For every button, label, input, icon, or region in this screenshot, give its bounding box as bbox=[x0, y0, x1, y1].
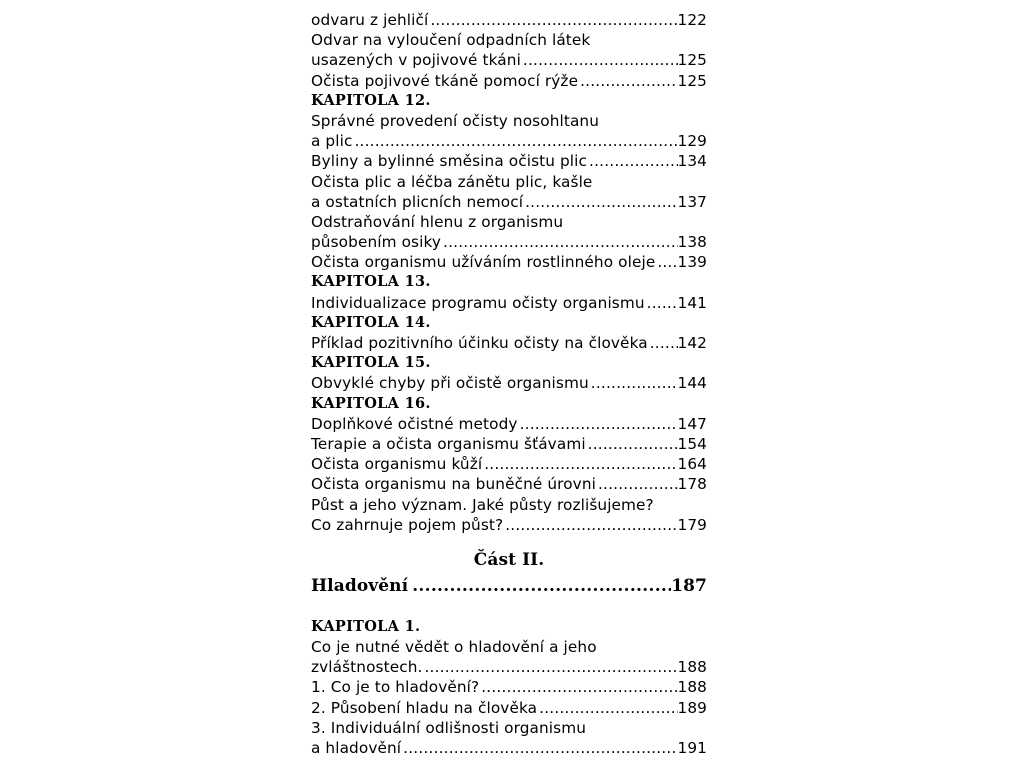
toc-entry-title: usazených v pojivové tkáni bbox=[311, 51, 521, 70]
toc-entry-title: Individualizace programu očisty organismu bbox=[311, 293, 645, 312]
dot-leader bbox=[441, 232, 677, 252]
toc-entry bbox=[311, 333, 707, 353]
toc-entry-page: 129 bbox=[677, 132, 707, 151]
toc-entry-title: 2. Působení hladu na člověka bbox=[311, 698, 538, 717]
toc-entry-page: 134 bbox=[677, 152, 707, 171]
toc-entry bbox=[311, 454, 707, 474]
dot-leader bbox=[479, 677, 677, 697]
dot-leader bbox=[587, 151, 677, 171]
toc-entry bbox=[311, 515, 707, 535]
toc-entry bbox=[311, 232, 707, 252]
dot-leader bbox=[422, 657, 677, 677]
toc-entry-title: působením osiky bbox=[311, 233, 442, 252]
toc-entry-page: 189 bbox=[677, 698, 707, 717]
dot-leader bbox=[408, 573, 671, 599]
part-entry bbox=[311, 573, 707, 599]
dot-leader bbox=[655, 252, 677, 272]
toc-entry-title: Co je nutné vědět o hladovění a jeho bbox=[311, 638, 597, 657]
dot-leader bbox=[596, 474, 678, 494]
toc-entry-title: zvláštnostech. bbox=[311, 658, 423, 677]
toc-entry bbox=[311, 698, 707, 718]
toc-entry-page: 142 bbox=[677, 334, 707, 352]
toc-entry-page: 178 bbox=[677, 475, 707, 494]
chapter-heading: KAPITOLA 15. bbox=[311, 354, 431, 372]
chapter-heading: KAPITOLA 1. bbox=[311, 617, 421, 635]
toc-entry bbox=[311, 192, 707, 212]
chapter-heading: KAPITOLA 16. bbox=[311, 394, 431, 412]
toc-entry-title: Očista organismu na buněčné úrovni bbox=[311, 475, 596, 494]
toc-entry-page: 147 bbox=[677, 414, 707, 433]
toc-entry bbox=[311, 738, 707, 758]
table-of-contents bbox=[311, 10, 707, 758]
toc-entry bbox=[311, 252, 707, 272]
toc-entry-page: 125 bbox=[677, 71, 707, 90]
toc-entry-page: 122 bbox=[677, 11, 707, 29]
toc-entry-page: 139 bbox=[677, 253, 707, 272]
dot-leader bbox=[586, 434, 678, 454]
toc-entry-title: Očista organismu kůží bbox=[311, 455, 483, 474]
toc-entry bbox=[311, 474, 707, 494]
toc-entry-title: a hladovění bbox=[311, 739, 402, 757]
dot-leader bbox=[578, 71, 677, 91]
toc-entry bbox=[311, 414, 707, 434]
dot-leader bbox=[589, 373, 678, 393]
dot-leader bbox=[401, 738, 677, 758]
toc-entry-page: 137 bbox=[677, 192, 707, 211]
spacer bbox=[311, 535, 707, 547]
toc-entry-title: Očista plic a léčba zánětu plic, kašle bbox=[311, 172, 593, 191]
toc-entry-page: 144 bbox=[677, 374, 707, 393]
dot-leader bbox=[428, 10, 677, 30]
toc-entry bbox=[311, 677, 707, 697]
toc-entry-title: Očista pojivové tkáně pomocí rýže bbox=[311, 71, 579, 90]
toc-entry bbox=[311, 434, 707, 454]
toc-entry-title: Co zahrnuje pojem půst? bbox=[311, 515, 504, 534]
dot-leader bbox=[518, 414, 678, 434]
toc-entry bbox=[311, 373, 707, 393]
toc-entry bbox=[311, 657, 707, 677]
toc-entry-title: Očista organismu užíváním rostlinného oleje bbox=[311, 253, 656, 272]
toc-entry-title: Doplňkové očistné metody bbox=[311, 414, 518, 433]
toc-entry-page: 191 bbox=[677, 739, 707, 757]
toc-entry-page: 141 bbox=[677, 293, 707, 312]
part-entry-title: Hladovění bbox=[311, 575, 409, 596]
spacer bbox=[311, 599, 707, 617]
toc-entry bbox=[311, 151, 707, 171]
toc-entry-page: 188 bbox=[677, 678, 707, 697]
toc-entry-title: Příklad pozitivního účinku očisty na člověka bbox=[311, 334, 648, 352]
dot-leader bbox=[503, 515, 677, 535]
dot-leader bbox=[645, 293, 678, 313]
toc-entry-title: Terapie a očista organismu šťávami bbox=[311, 434, 586, 453]
toc-entry-title: Odstraňování hlenu z organismu bbox=[311, 212, 564, 231]
chapter-heading: KAPITOLA 12. bbox=[311, 91, 431, 109]
toc-entry-page: 138 bbox=[677, 233, 707, 252]
toc-entry-title: Odvar na vyloučení odpadních látek bbox=[311, 31, 591, 50]
dot-leader bbox=[521, 50, 678, 70]
toc-entry-title: a ostatních plicních nemocí bbox=[311, 192, 524, 211]
toc-entry bbox=[311, 50, 707, 70]
toc-entry-title: Půst a jeho význam. Jaké půsty rozlišujeme? bbox=[311, 495, 654, 514]
part-heading: Část II. bbox=[473, 549, 545, 570]
toc-entry-title: odvaru z jehličí bbox=[311, 11, 429, 29]
toc-entry bbox=[311, 10, 707, 30]
dot-leader bbox=[648, 333, 678, 353]
chapter-heading: KAPITOLA 13. bbox=[311, 273, 431, 291]
toc-entry bbox=[311, 131, 707, 151]
toc-entry-page: 164 bbox=[677, 455, 707, 474]
toc-entry-title: Obvyklé chyby při očistě organismu bbox=[311, 374, 589, 393]
dot-leader bbox=[352, 131, 677, 151]
toc-entry bbox=[311, 71, 707, 91]
part-entry-page: 187 bbox=[671, 575, 707, 596]
toc-entry-title: a plic bbox=[311, 132, 353, 151]
toc-entry-page: 179 bbox=[677, 515, 707, 534]
dot-leader bbox=[537, 698, 677, 718]
toc-entry-title: 1. Co je to hladovění? bbox=[311, 678, 480, 697]
dot-leader bbox=[523, 192, 677, 212]
toc-entry bbox=[311, 293, 707, 313]
toc-entry-page: 154 bbox=[677, 434, 707, 453]
dot-leader bbox=[482, 454, 677, 474]
toc-entry-title: Správné provedení očisty nosohltanu bbox=[311, 111, 600, 130]
toc-entry-title: Byliny a bylinné směsina očistu plic bbox=[311, 152, 588, 171]
toc-entry-page: 188 bbox=[677, 658, 707, 677]
toc-entry-page: 125 bbox=[677, 51, 707, 70]
chapter-heading: KAPITOLA 14. bbox=[311, 313, 431, 331]
toc-entry-title: 3. Individuální odlišnosti organismu bbox=[311, 718, 587, 737]
